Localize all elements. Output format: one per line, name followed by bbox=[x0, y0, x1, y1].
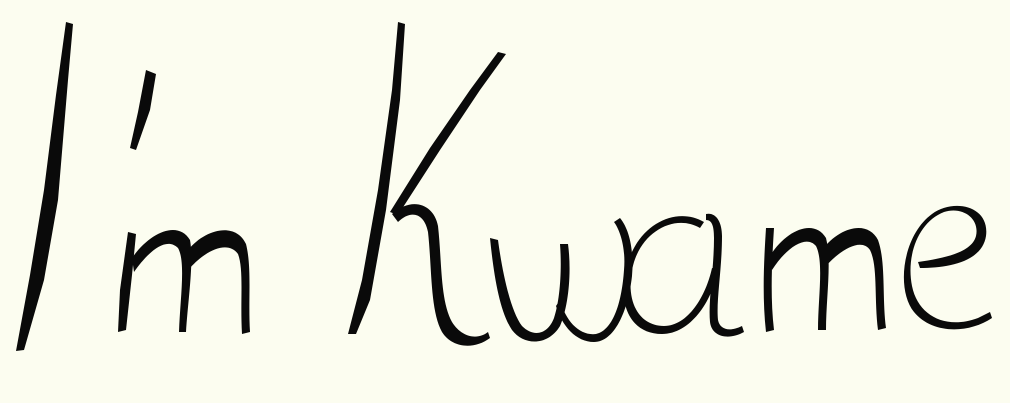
letter-a-bowl bbox=[623, 216, 718, 334]
letter-m2-arch1 bbox=[770, 228, 829, 330]
letter-K-arm bbox=[390, 52, 506, 215]
apostrophe bbox=[130, 70, 156, 150]
letter-m2-arch2 bbox=[822, 228, 886, 330]
letter-w-left bbox=[490, 238, 570, 342]
letter-m bbox=[118, 232, 136, 332]
letter-I bbox=[16, 22, 73, 351]
letter-K-stem bbox=[348, 22, 405, 334]
letter-m2-stem bbox=[764, 228, 774, 332]
letter-m-arch1 bbox=[132, 230, 191, 332]
letter-K-leg bbox=[392, 204, 490, 346]
letter-e bbox=[904, 206, 992, 329]
letter-m-arch2 bbox=[188, 230, 250, 334]
